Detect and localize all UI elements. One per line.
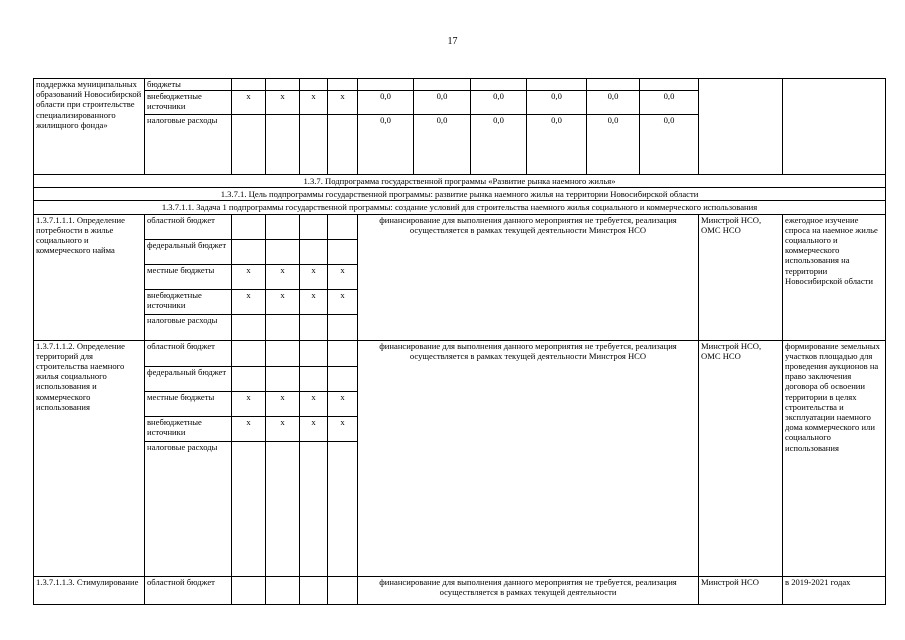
funding-source: федеральный бюджет xyxy=(145,239,232,264)
funding-source: областной бюджет xyxy=(145,340,232,366)
funding-source: областной бюджет xyxy=(145,576,232,604)
funding-source: внебюджетные источники xyxy=(145,416,232,441)
mark-cell xyxy=(266,576,300,604)
funding-source: федеральный бюджет xyxy=(145,366,232,391)
mark-cell: х xyxy=(266,91,300,115)
value-cell: 0,0 xyxy=(587,115,640,175)
value-cell: 0,0 xyxy=(587,91,640,115)
funding-source: внебюджетные источники xyxy=(145,289,232,314)
executor-cell xyxy=(699,79,783,175)
task-title: 1.3.7.1.1. Задача 1 подпрограммы государственной программы: создание условий для строительства наемного жилья социального и коммерческого использования xyxy=(34,201,886,214)
value-cell: 0,0 xyxy=(358,91,414,115)
value-cell: 0,0 xyxy=(527,115,587,175)
mark-cell xyxy=(266,340,300,366)
table-row xyxy=(34,214,886,239)
mark-cell xyxy=(328,576,358,604)
table-row xyxy=(34,79,886,91)
mark-cell: х xyxy=(232,289,266,314)
mark-cell xyxy=(300,441,328,576)
table-row xyxy=(34,576,886,604)
mark-cell xyxy=(266,366,300,391)
mark-cell xyxy=(328,366,358,391)
mark-cell xyxy=(232,214,266,239)
measure-note: финансирование для выполнения данного мероприятия не требуется, реализация осуществляется в рамках текущей деятельности xyxy=(358,576,699,604)
mark-cell xyxy=(266,239,300,264)
value-cell: 0,0 xyxy=(527,91,587,115)
mark-cell xyxy=(232,576,266,604)
value-cell xyxy=(527,79,587,91)
value-cell: 0,0 xyxy=(358,115,414,175)
mark-cell: х xyxy=(300,391,328,416)
mark-cell xyxy=(300,576,328,604)
mark-cell xyxy=(328,314,358,340)
mark-cell xyxy=(300,239,328,264)
mark-cell: х xyxy=(328,391,358,416)
value-cell: 0,0 xyxy=(640,115,699,175)
result-cell: ежегодное изучение спроса на наемное жилье социального и коммерческого использования на территории Новосибирской области xyxy=(783,214,886,340)
value-cell: 0,0 xyxy=(471,115,527,175)
mark-cell xyxy=(232,314,266,340)
mark-cell: х xyxy=(328,289,358,314)
executor-cell: Минстрой НСО, ОМС НСО xyxy=(699,340,783,576)
mark-cell xyxy=(300,340,328,366)
mark-cell xyxy=(328,239,358,264)
mark-cell xyxy=(266,314,300,340)
measure-name: поддержка муниципальных образований Новосибирской области при строительстве специализированного жилищного фонда» xyxy=(34,79,145,175)
mark-cell xyxy=(300,79,328,91)
mark-cell xyxy=(300,214,328,239)
mark-cell: х xyxy=(232,391,266,416)
measure-name: 1.3.7.1.1.2. Определение территорий для строительства наемного жилья социального использования и коммерческого использования xyxy=(34,340,145,576)
funding-source: внебюджетные источники xyxy=(145,91,232,115)
mark-cell: х xyxy=(300,289,328,314)
mark-cell xyxy=(300,115,328,175)
value-cell xyxy=(587,79,640,91)
mark-cell: х xyxy=(266,264,300,289)
mark-cell xyxy=(328,441,358,576)
funding-source: бюджеты xyxy=(145,79,232,91)
subprogram-title: 1.3.7. Подпрограмма государственной программы «Развитие рынка наемного жилья» xyxy=(34,175,886,188)
mark-cell: х xyxy=(232,416,266,441)
value-cell: 0,0 xyxy=(471,91,527,115)
executor-cell: Минстрой НСО xyxy=(699,576,783,604)
table-row xyxy=(34,188,886,201)
mark-cell xyxy=(232,340,266,366)
mark-cell: х xyxy=(328,264,358,289)
goal-title: 1.3.7.1. Цель подпрограммы государственной программы: развитие рынка наемного жилья на территории Новосибирской области xyxy=(34,188,886,201)
funding-source: местные бюджеты xyxy=(145,391,232,416)
mark-cell xyxy=(328,214,358,239)
mark-cell xyxy=(266,79,300,91)
program-table xyxy=(33,78,886,605)
mark-cell: х xyxy=(300,416,328,441)
result-cell xyxy=(783,79,886,175)
value-cell xyxy=(471,79,527,91)
table-row xyxy=(34,340,886,366)
funding-source: налоговые расходы xyxy=(145,115,232,175)
funding-source: налоговые расходы xyxy=(145,441,232,576)
mark-cell xyxy=(300,314,328,340)
mark-cell: х xyxy=(266,289,300,314)
value-cell xyxy=(640,79,699,91)
mark-cell xyxy=(328,340,358,366)
value-cell: 0,0 xyxy=(414,91,471,115)
mark-cell xyxy=(266,115,300,175)
mark-cell xyxy=(266,214,300,239)
mark-cell xyxy=(232,79,266,91)
mark-cell: х xyxy=(232,91,266,115)
mark-cell xyxy=(232,366,266,391)
funding-source: налоговые расходы xyxy=(145,314,232,340)
mark-cell xyxy=(266,441,300,576)
result-cell: формирование земельных участков площадью для проведения аукционов на право заключения договора об освоении территории в целях строительства и эксплуатации наемного дома коммерческого или социального использования xyxy=(783,340,886,576)
mark-cell xyxy=(232,239,266,264)
value-cell: 0,0 xyxy=(640,91,699,115)
measure-note: финансирование для выполнения данного мероприятия не требуется, реализация осуществляется в рамках текущей деятельности Минстроя НСО xyxy=(358,340,699,576)
mark-cell: х xyxy=(300,91,328,115)
mark-cell: х xyxy=(232,264,266,289)
mark-cell xyxy=(328,79,358,91)
value-cell: 0,0 xyxy=(414,115,471,175)
funding-source: областной бюджет xyxy=(145,214,232,239)
funding-source: местные бюджеты xyxy=(145,264,232,289)
value-cell xyxy=(358,79,414,91)
mark-cell xyxy=(232,441,266,576)
mark-cell: х xyxy=(328,416,358,441)
mark-cell: х xyxy=(266,416,300,441)
page-number: 17 xyxy=(447,36,458,47)
measure-name: 1.3.7.1.1.1. Определение потребности в жилье социального и коммерческого найма xyxy=(34,214,145,340)
value-cell xyxy=(414,79,471,91)
table-row xyxy=(34,201,886,214)
executor-cell: Минстрой НСО, ОМС НСО xyxy=(699,214,783,340)
result-cell: в 2019-2021 годах xyxy=(783,576,886,604)
mark-cell xyxy=(232,115,266,175)
measure-name: 1.3.7.1.1.3. Стимулирование xyxy=(34,576,145,604)
measure-note: финансирование для выполнения данного мероприятия не требуется, реализация осуществляется в рамках текущей деятельности Минстроя НСО xyxy=(358,214,699,340)
mark-cell: х xyxy=(300,264,328,289)
mark-cell: х xyxy=(266,391,300,416)
mark-cell: х xyxy=(328,91,358,115)
table-row xyxy=(34,175,886,188)
mark-cell xyxy=(328,115,358,175)
mark-cell xyxy=(300,366,328,391)
